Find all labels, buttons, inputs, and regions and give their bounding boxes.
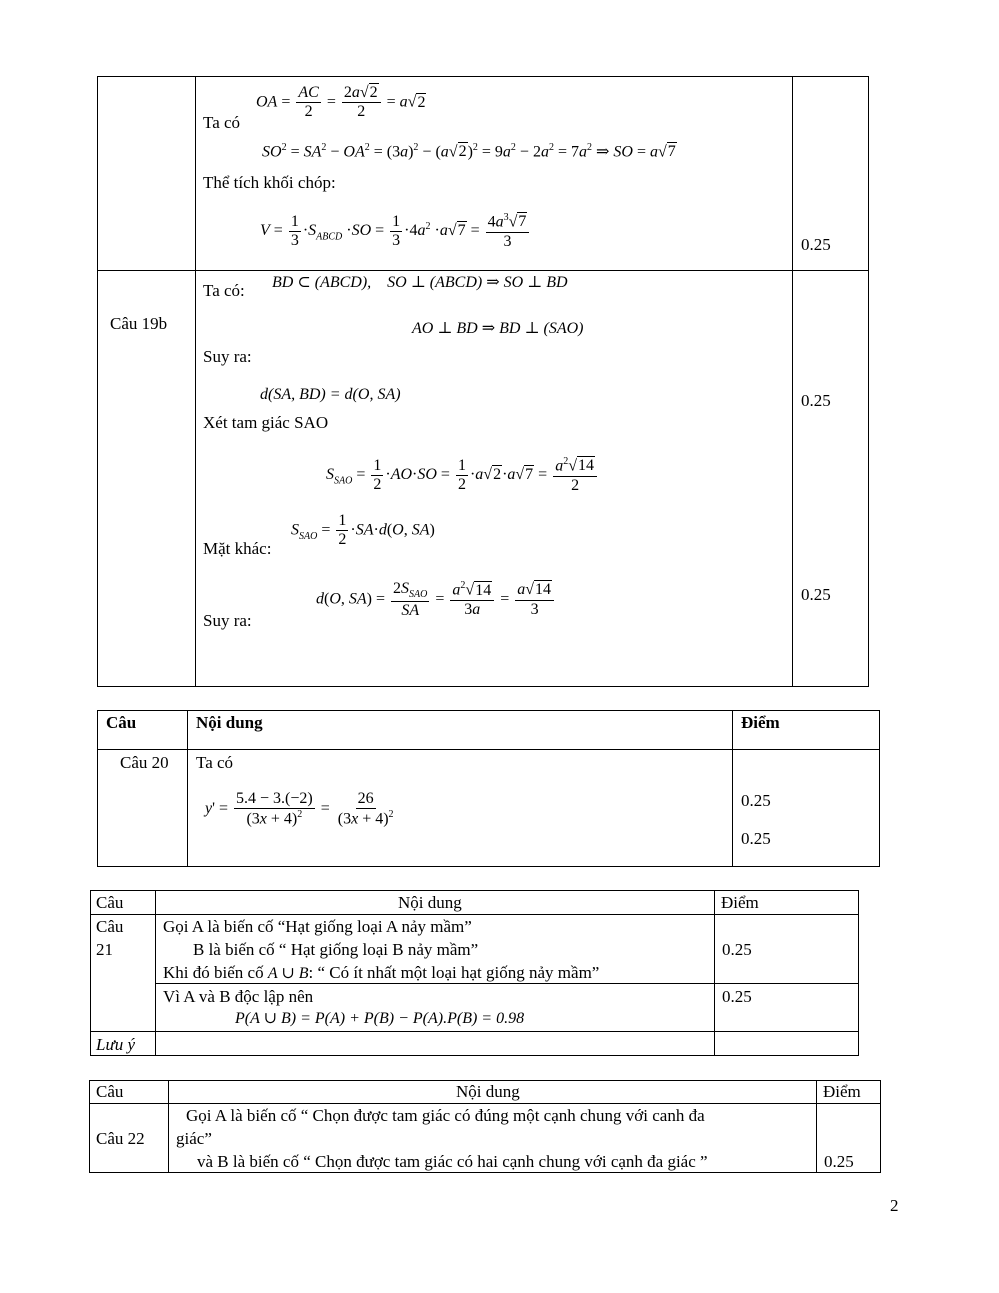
page-number: 2 [890,1196,899,1215]
cau-22-label: Câu 22 [96,1129,145,1148]
table-q22-col-line [168,1080,169,1173]
q21-line3 [163,964,599,983]
q21-line5: P(A ∪ B) = P(A) + P(B) − P(A).P(B) = 0.98 [235,1010,525,1027]
score-20-1: 0.25 [741,791,771,810]
derivative-formula: y' = $\frac{5.4 - 3.(-2)}{(3x + 4)^2}$ = $\frac{26}{(3x + 4)^2}$ [205,790,394,828]
distance-result: d(O, SA) = $\frac{2S_{SAO}}{SA}$ = $\frac{a^2√14}{3a}$ = $\frac{a√14}{3}$ [316,580,556,620]
q21-line3-b: : “ Có ít nhất một loại hạt giống nảy mầm” [308,963,600,982]
score-21-1: 0.25 [722,940,752,959]
distance-formula: d(SA, BD) = d(O, SA) [260,386,401,403]
area-formula-2: $S_{SAO}$ = $\frac{1}{2}$ ·SA·d(O, SA) [291,512,435,549]
score-19b-1: 0.25 [801,391,831,410]
score-22: 0.25 [824,1152,854,1171]
table-q20-col-line [732,710,733,867]
q21-line2: B là biến cố “ Hạt giống loại B nảy mầm” [193,940,479,959]
q21-line3-math: A ∪ B [267,965,309,982]
xet-label: Xét tam giác SAO [203,413,329,432]
q21-line4: Vì A và B độc lập nên [163,987,314,1006]
q22-line3: và B là biến cố “ Chọn được tam giác có hai cạnh chung với cạnh đa giác ” [197,1152,708,1171]
header-noi-dung-21: Nội dung [398,893,462,912]
cau-20-label: Câu 20 [120,753,169,772]
header-diem-22: Điểm [823,1082,861,1101]
table-q21-row-line [155,983,859,984]
cau-21-label-1: Câu [96,917,124,936]
table-q21-row-line [90,1031,859,1032]
cau-21-label-2: 21 [96,940,113,959]
table-q22-col-line [816,1080,817,1173]
header-cau: Câu [106,713,137,732]
score-19a: 0.25 [801,235,831,254]
header-diem: Điểm [741,713,780,732]
header-cau-22: Câu [96,1082,124,1101]
luu-y-label: Lưu ý [96,1035,136,1054]
table-q22-row-line [89,1103,881,1104]
table-q19-row-line [97,270,869,271]
q22-line1: Gọi A là biến cố “ Chọn được tam giác có đúng một cạnh chung với canh đa [186,1106,705,1125]
ta-co-19b: Ta có: [203,281,245,300]
volume-formula: V = $\frac{1}{3}$ $\cdot S_{ABCD} \cdot SO$ = $\frac{1}{3}$ $\cdot 4a^2 \cdot a√7$ = $\frac{4a^3√7}{3}$ [260,212,531,251]
header-diem-21: Điểm [721,893,759,912]
score-21-2: 0.25 [722,987,752,1006]
oa-formula: OA = $\frac{AC}{2}$ = $\frac{2a√2}{2}$ = a√2 [256,84,426,121]
table-q20-col-line [187,710,188,867]
q21-line3-a: Khi đó biến cố [163,963,264,982]
header-noi-dung-22: Nội dung [456,1082,520,1101]
ta-co-label: Ta có [203,113,241,132]
mat-khac-label: Mặt khác: [203,539,272,558]
bd-line1: BD ⊂ (ABCD), SO ⊥ (ABCD) ⇒ SO ⊥ BD [272,274,568,291]
header-noi-dung: Nội dung [196,713,263,732]
score-20-2: 0.25 [741,829,771,848]
cau-19b-label: Câu 19b [110,314,168,333]
q22-line2: giác” [176,1129,212,1148]
area-formula: $S_{SAO}$ = $\frac{1}{2}$ ·AO·SO = $\frac{1}{2}$ ·a√2·a√7 = $\frac{a^2√14}{2}$ [326,456,599,495]
q21-line1: Gọi A là biến cố “Hạt giống loại A nảy mầm” [163,917,472,936]
table-q19-col-line [792,76,793,687]
header-cau-21: Câu [96,893,124,912]
table-q19-col-line [195,76,196,687]
suy-ra-label-2: Suy ra: [203,611,252,630]
table-q21-row-line [90,914,859,915]
ta-co-20: Ta có [196,753,234,772]
score-19b-2: 0.25 [801,585,831,604]
bd-line2: AO ⊥ BD ⇒ BD ⊥ (SAO) [412,320,584,337]
the-tich-label: Thể tích khối chóp: [203,173,336,192]
suy-ra-label: Suy ra: [203,347,252,366]
table-q20-row-line [97,749,880,750]
so-formula: $SO^2 = SA^2 - OA^2 = (3a)^2 - (a√2)^2 = 9a^2 - 2a^2 = 7a^2$ ⇒ SO = a√7 [262,142,676,161]
